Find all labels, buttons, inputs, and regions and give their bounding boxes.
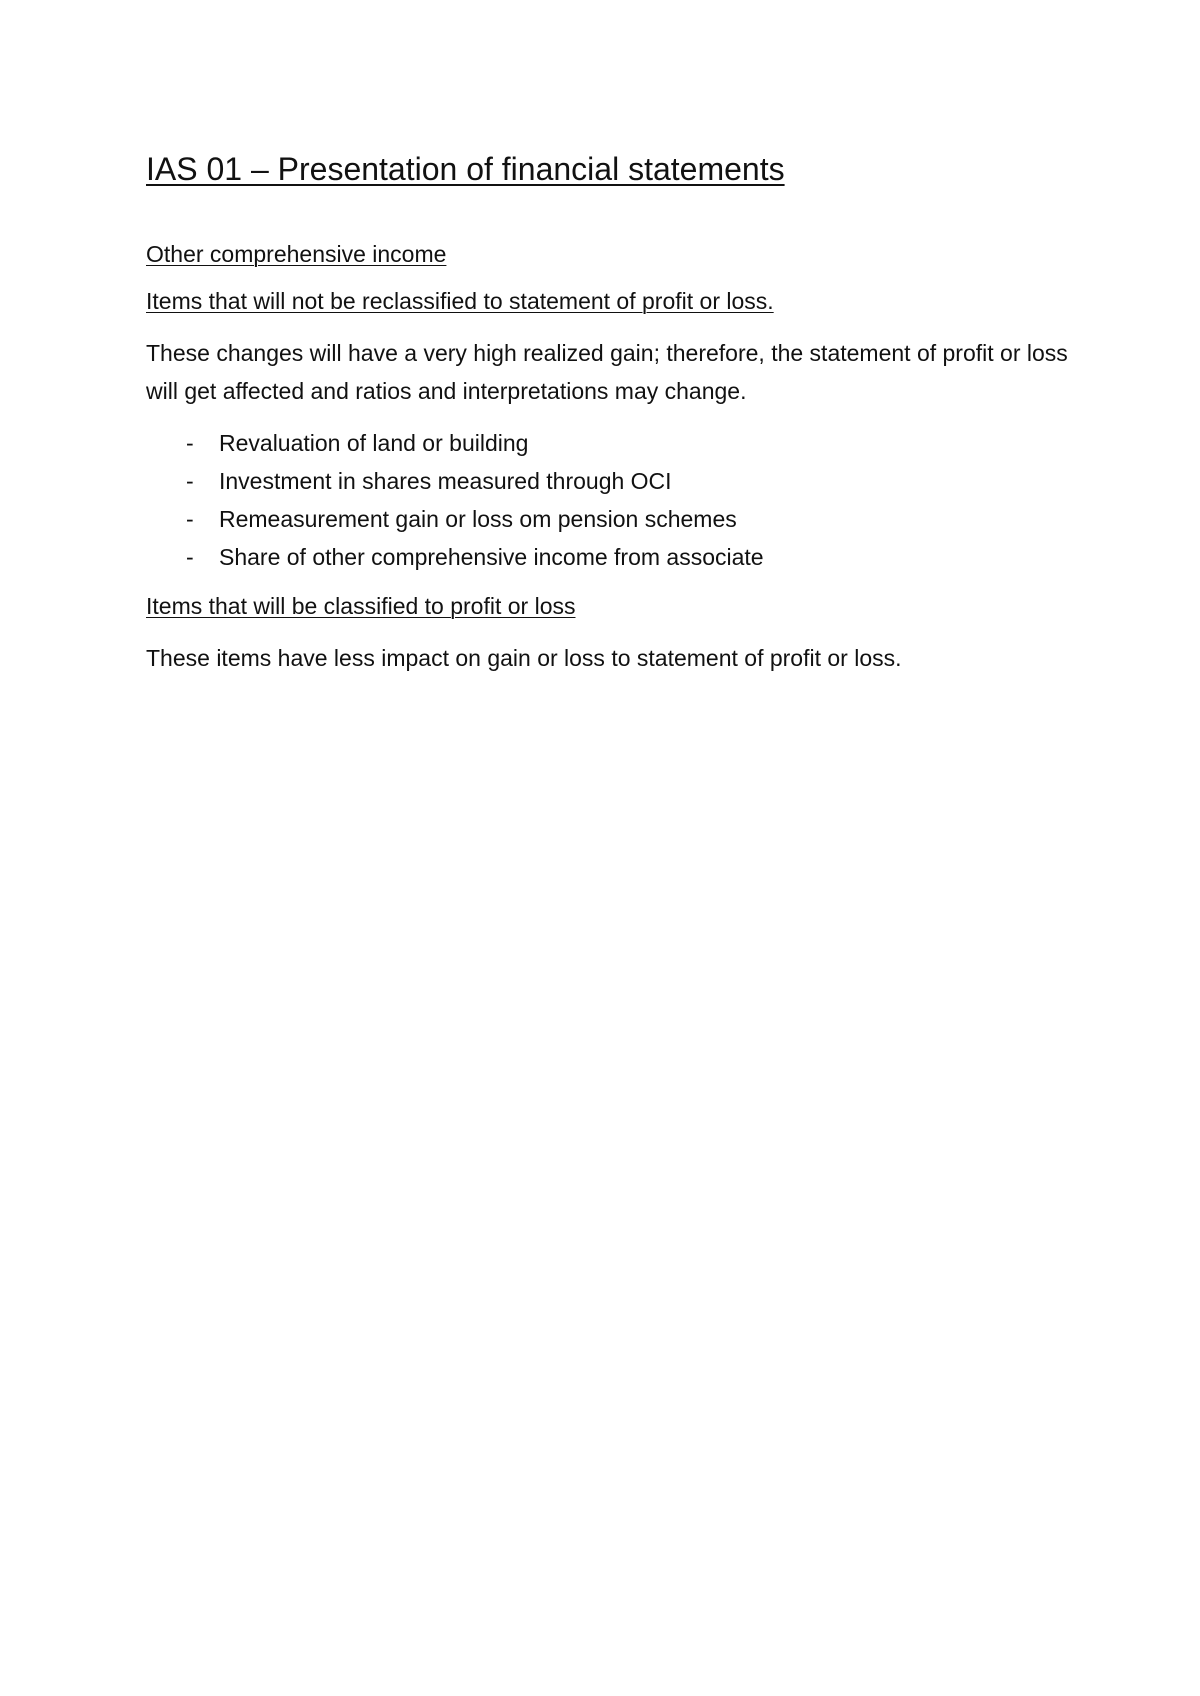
bullet-dash: - <box>186 544 194 571</box>
paragraph-less-impact: These items have less impact on gain or loss to statement of profit or loss. <box>146 645 902 672</box>
section-heading-oci: Other comprehensive income <box>146 241 447 268</box>
list-item-text: Revaluation of land or building <box>219 430 529 457</box>
document-title: IAS 01 – Presentation of financial statements <box>146 151 785 187</box>
list-item-text: Share of other comprehensive income from associate <box>219 544 764 571</box>
list-item <box>146 424 1076 462</box>
list-item <box>146 500 1076 538</box>
paragraph-realized-gain: These changes will have a very high realized gain; therefore, the statement of profit or loss will get affected and ratios and interpretations may change. <box>146 340 1068 405</box>
document-content <box>146 150 1076 691</box>
bullet-list <box>146 424 1076 576</box>
section-heading-not-reclassified: Items that will not be reclassified to statement of profit or loss. <box>146 288 774 315</box>
list-item-text: Investment in shares measured through OCI <box>219 468 672 495</box>
list-item-text: Remeasurement gain or loss om pension schemes <box>219 506 737 533</box>
bullet-dash: - <box>186 430 194 457</box>
list-item <box>146 462 1076 500</box>
bullet-dash: - <box>186 468 194 495</box>
bullet-dash: - <box>186 506 194 533</box>
list-item <box>146 538 1076 576</box>
section-heading-classified: Items that will be classified to profit or loss <box>146 593 576 620</box>
